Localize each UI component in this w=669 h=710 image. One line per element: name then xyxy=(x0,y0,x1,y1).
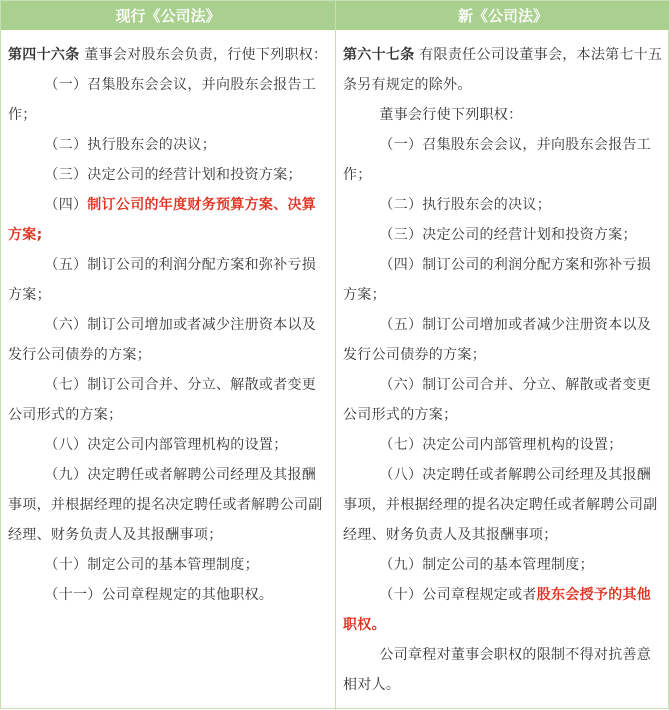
header-new-law: 新《公司法》 xyxy=(336,1,669,30)
list-item-highlighted xyxy=(343,580,664,640)
article-text: 董事会对股东会负责，行使下列职权： xyxy=(79,47,328,63)
list-item: （六）制订公司增加或者减少注册资本以及发行公司债券的方案； xyxy=(8,317,317,363)
list-item: （三）决定公司的经营计划和投资方案； xyxy=(44,167,302,183)
list-item: （五）制订公司增加或者减少注册资本以及发行公司债券的方案； xyxy=(343,317,652,363)
article-text: 有限责任公司设董事会，本法第七十五条另有规定的除外。 xyxy=(343,47,663,93)
list-item: （七）决定公司内部管理机构的设置； xyxy=(379,437,623,453)
item-prefix: （十）公司章程规定或者 xyxy=(379,587,537,603)
list-item: （十一）公司章程规定的其他职权。 xyxy=(44,587,274,603)
list-item: （四）制订公司的利润分配方案和弥补亏损方案； xyxy=(343,257,652,303)
list-item: （三）决定公司的经营计划和投资方案； xyxy=(379,227,637,243)
list-item: （九）制定公司的基本管理制度； xyxy=(379,557,594,573)
intro-text: 董事会行使下列职权： xyxy=(379,107,523,123)
highlighted-text: 股东会授予的其他职权。 xyxy=(343,587,652,633)
list-item: （七）制订公司合并、分立、解散或者变更公司形式的方案； xyxy=(8,377,317,423)
list-item: （一）召集股东会会议，并向股东会报告工作； xyxy=(343,137,652,183)
list-item: （六）制订公司合并、分立、解散或者变更公司形式的方案； xyxy=(343,377,652,423)
new-law-column xyxy=(336,30,669,708)
list-item-highlighted xyxy=(8,190,329,250)
list-item: （九）决定聘任或者解聘公司经理及其报酬事项，并根据经理的提名决定聘任或者解聘公司副经理、财务负责人及其报酬事项； xyxy=(8,467,323,543)
article-number: 第六十七条 xyxy=(343,47,415,63)
list-item: （八）决定聘任或者解聘公司经理及其报酬事项，并根据经理的提名决定聘任或者解聘公司副经理、财务负责人及其报酬事项； xyxy=(343,467,658,543)
article-heading xyxy=(8,40,329,70)
current-law-column xyxy=(1,30,335,708)
list-item: （二）执行股东会的决议； xyxy=(379,197,551,213)
article-heading xyxy=(343,40,664,100)
list-item: （八）决定公司内部管理机构的设置； xyxy=(44,437,288,453)
list-item: （五）制订公司的利润分配方案和弥补亏损方案； xyxy=(8,257,317,303)
highlighted-text: 制订公司的年度财务预算方案、决算方案; xyxy=(8,197,317,243)
list-item: （十）制定公司的基本管理制度； xyxy=(44,557,259,573)
list-item: （一）召集股东会会议，并向股东会报告工作； xyxy=(8,77,317,123)
article-number: 第四十六条 xyxy=(8,47,80,63)
closing-text: 公司章程对董事会职权的限制不得对抗善意相对人。 xyxy=(343,647,652,693)
header-current-law: 现行《公司法》 xyxy=(1,1,335,30)
item-prefix: （四） xyxy=(44,197,88,213)
list-item: （二）执行股东会的决议； xyxy=(44,137,216,153)
